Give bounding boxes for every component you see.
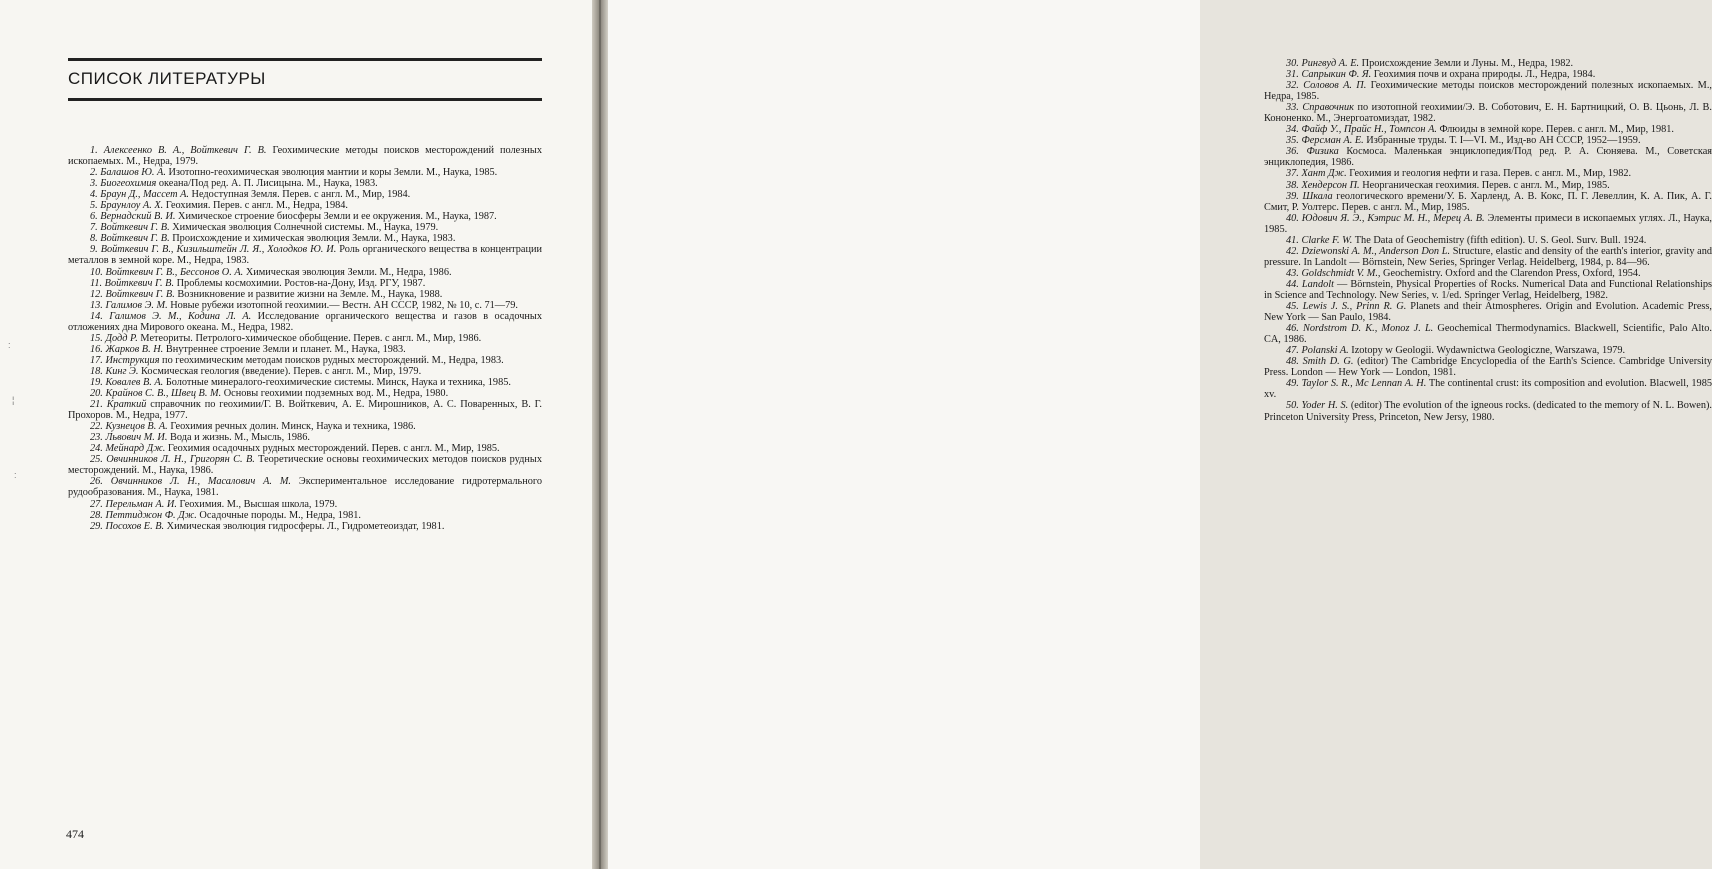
entry-author: 44. Landolt — [1286, 278, 1334, 290]
entry-author: 2. Балашов Ю. А. — [90, 167, 166, 179]
entry-text: по изотопной геохимии/Э. В. Соботович, Е. Н. Бартницкий, О. В. Цьонь, Л. В. Кононенко. М., Энергоатомиздат, 1982. — [1264, 102, 1712, 125]
bibliography-entry — [68, 388, 542, 399]
page-title: СПИСОК ЛИТЕРАТУРЫ — [68, 69, 266, 88]
bibliography-entry — [1264, 235, 1712, 246]
bibliography-entry — [68, 443, 542, 454]
bibliography-entry — [1264, 124, 1712, 135]
entry-author: 18. Кинг Э. — [90, 365, 139, 377]
bibliography-entry — [1264, 356, 1712, 378]
bibliography-entry — [68, 200, 542, 211]
entry-author: 1. Алексеенко В. А., Войткевич Г. В. — [90, 145, 267, 156]
entry-author: 14. Галимов Э. М., Кодина Л. А. — [90, 310, 252, 322]
entry-text: Проблемы космохимии. Ростов-на-Дону, Изд. РГУ, 1987. — [174, 277, 426, 289]
top-rule — [68, 58, 542, 61]
bibliography-right-column — [1264, 58, 1712, 423]
bibliography-entry — [68, 289, 542, 300]
entry-text: (editor) The evolution of the igneous rocks. (dedicated to the memory of N. L. Bowen). Princeton University Press, Princeton, New Jersy, 1980. — [1264, 400, 1712, 423]
entry-text: Осадочные породы. М., Недра, 1981. — [196, 509, 361, 521]
entry-author: 46. Nordstrom D. K., Monoz J. L. — [1286, 323, 1434, 335]
bibliography-entry — [68, 267, 542, 278]
entry-author: 38. Хендерсон П. — [1286, 179, 1360, 191]
entry-text: Геохимия речных долин. Минск, Наука и техника, 1986. — [167, 421, 416, 433]
bibliography-entry — [1264, 102, 1712, 124]
bibliography-entry — [68, 399, 542, 421]
entry-author: 13. Галимов Э. М. — [90, 299, 168, 311]
bibliography-entry — [68, 476, 542, 498]
bibliography-entry — [68, 222, 542, 233]
entry-author: 19. Ковалев В. А. — [90, 376, 164, 388]
entry-text: The Data of Geochemistry (fifth edition). U. S. Geol. Surv. Bull. 1924. — [1352, 234, 1647, 246]
entry-text: Основы геохимии подземных вод. М., Недра, 1980. — [221, 388, 449, 400]
entry-text: Возникновение и развитие жизни на Земле. М., Наука, 1988. — [174, 288, 443, 300]
bibliography-entry — [68, 377, 542, 388]
bibliography-entry — [68, 244, 542, 266]
entry-text: Вода и жизнь. М., Мысль, 1986. — [167, 432, 310, 444]
entry-text: Structure, elastic and density of the earth's interior, gravity and pressure. In Landolt — Börnstein, New Series, Springer Verlag. Heidelberg, 1984, p. 84—96. — [1264, 245, 1712, 268]
bibliography-entry — [1264, 400, 1712, 422]
entry-text: Геохимия осадочных рудных месторождений. Перев. с англ. М., Мир, 1985. — [165, 443, 500, 455]
entry-text: Геохимические методы поисков месторождений полезных ископаемых. М., Недра, 1979. — [68, 145, 542, 168]
entry-author: 41. Clarke F. W. — [1286, 234, 1353, 246]
bibliography-entry — [1264, 168, 1712, 179]
entry-text: справочник по геохимии/Г. В. Войткевич, А. Е. Мирошников, А. С. Поваренных, В. Г. Прохоров. М., Недра, 1977. — [68, 399, 542, 422]
entry-text: Элементы примеси в ископаемых углях. Л., Наука, 1985. — [1264, 212, 1712, 235]
entry-author: 7. Войткевич Г. В. — [90, 222, 170, 234]
entry-author: 3. Биогеохимия — [90, 178, 157, 190]
bibliography-entry — [1264, 69, 1712, 80]
entry-author: 47. Polanski A. — [1286, 345, 1349, 357]
entry-text: Planets and their Atmospheres. Origin and Evolution. Academic Press, New York — San Paulo, 1984. — [1264, 301, 1712, 324]
entry-text: Химическая эволюция гидросферы. Л., Гидрометеоиздат, 1981. — [164, 520, 445, 532]
entry-text: Внутреннее строение Земли и планет. М., Наука, 1983. — [163, 343, 406, 355]
bibliography-entry — [68, 333, 542, 344]
edge-mark: : — [14, 470, 17, 480]
entry-author: 30. Рингвуд А. Е. — [1286, 58, 1360, 69]
entry-text: Космоса. Маленькая энциклопедия/Под ред. Р. А. Сюняева. М., Советская энциклопедия, 1986. — [1264, 146, 1712, 169]
entry-text: Химическая эволюция Земли. М., Недра, 1986. — [243, 266, 452, 278]
bibliography-entry — [1264, 279, 1712, 301]
entry-author: 48. Smith D. G. — [1286, 356, 1354, 368]
bibliography-entry — [1264, 268, 1712, 279]
entry-author: 4. Браун Д., Массет А. — [90, 189, 189, 201]
left-page — [0, 0, 600, 869]
bibliography-entry — [1264, 146, 1712, 168]
entry-author: 22. Кузнецов В. А. — [90, 421, 168, 433]
entry-text: Избранные труды. Т. I—VI. М., Изд-во АН СССР, 1952—1959. — [1363, 135, 1641, 147]
bibliography-entry — [68, 233, 542, 244]
bibliography-entry — [68, 278, 542, 289]
bibliography-entry — [1264, 80, 1712, 102]
entry-author: 25. Овчинников Л. Н., Григорян С. В. — [90, 454, 255, 466]
entry-author: 11. Войткевич Г. В. — [90, 277, 175, 289]
entry-author: 21. Краткий — [90, 399, 147, 411]
entry-author: 31. Сапрыкин Ф. Я. — [1286, 69, 1372, 81]
entry-text: Izotopy w Geologii. Wydawnictwa Geologiczne, Warszawa, 1979. — [1348, 345, 1626, 357]
bibliography-entry — [1264, 345, 1712, 356]
entry-author: 42. Dziewonski A. M., Anderson Don L. — [1286, 245, 1451, 257]
entry-text: Новые рубежи изотопной геохимии.— Вестн. АН СССР, 1982, № 10, с. 71—79. — [167, 299, 518, 311]
bibliography-entry — [68, 421, 542, 432]
entry-text: Флюиды в земной коре. Перев. с англ. М., Мир, 1981. — [1436, 124, 1674, 136]
entry-text: Геохимия почв и охрана природы. Л., Недра, 1984. — [1371, 69, 1596, 81]
bibliography-entry — [68, 145, 542, 167]
right-page — [600, 0, 1712, 869]
entry-text: геологического времени/У. Б. Харленд, А. В. Кокс, П. Г. Левеллин, К. А. Пик, А. Г. Смит, Р. Уолтерс. Перев. с англ. М., Мир, 1985. — [1264, 190, 1712, 213]
entry-author: 26. Овчинников Л. Н., Масалович А. М. — [90, 476, 292, 488]
bibliography-left-column — [68, 145, 542, 532]
entry-text: Химическое строение биосферы Земли и ее окружения. М., Наука, 1987. — [175, 211, 497, 223]
entry-text: Геохимия и геология нефти и газа. Перев. с англ. М., Мир, 1982. — [1346, 168, 1632, 180]
bibliography-entry — [1264, 191, 1712, 213]
entry-author: 32. Соловов А. П. — [1286, 80, 1367, 92]
entry-author: 29. Посохов Е. В. — [90, 520, 165, 532]
entry-author: 17. Инструкция — [90, 354, 160, 366]
entry-author: 23. Львович М. И. — [90, 432, 168, 444]
bibliography-entry — [1264, 180, 1712, 191]
book-gutter — [592, 0, 608, 869]
bibliography-entry — [68, 521, 542, 532]
entry-author: 33. Справочник — [1286, 102, 1354, 114]
entry-author: 27. Перельман А. И. — [90, 498, 177, 510]
entry-author: 16. Жарков В. Н. — [90, 343, 164, 355]
entry-author: 20. Крайнов С. В., Швец В. М. — [90, 388, 222, 400]
bibliography-entry — [68, 499, 542, 510]
entry-author: 43. Goldschmidt V. M., — [1286, 267, 1381, 279]
entry-author: 45. Lewis J. S., Prinn R. G. — [1286, 301, 1407, 313]
entry-text: Космическая геология (введение). Перев. с англ. М., Мир, 1979. — [138, 365, 422, 377]
bibliography-entry — [1264, 301, 1712, 323]
entry-text: Недоступная Земля. Перев. с англ. М., Мир, 1984. — [188, 189, 411, 201]
entry-text: по геохимическим методам поисков рудных месторождений. М., Недра, 1983. — [159, 354, 504, 366]
edge-mark: ¦ — [12, 395, 15, 405]
bibliography-entry — [1264, 135, 1712, 146]
entry-author: 8. Войткевич Г. В. — [90, 233, 170, 245]
bibliography-entry — [1264, 58, 1712, 69]
bibliography-entry — [68, 355, 542, 366]
entry-text: Химическая эволюция Солнечной системы. М., Наука, 1979. — [169, 222, 439, 234]
entry-author: 50. Yoder H. S. — [1286, 400, 1349, 412]
edge-mark: : — [8, 340, 11, 350]
entry-text: океана/Под ред. А. П. Лисицына. М., Наука, 1983. — [156, 178, 378, 190]
bibliography-entry — [68, 167, 542, 178]
bibliography-entry — [68, 344, 542, 355]
entry-text: Роль органического вещества в концентрации металлов в земной коре. М., Недра, 1983. — [68, 244, 542, 267]
bibliography-entry — [68, 366, 542, 377]
bibliography-entry — [68, 510, 542, 521]
entry-author: 15. Додд Р. — [90, 332, 138, 344]
entry-text: Геохимия. М., Высшая школа, 1979. — [176, 498, 338, 510]
entry-author: 34. Файф У., Прайс Н., Томпсон А. — [1286, 124, 1437, 136]
bibliography-entry — [68, 300, 542, 311]
entry-author: 36. Физика — [1286, 146, 1339, 158]
entry-text: The continental crust: its composition and evolution. Blacwell, 1985 xv. — [1264, 378, 1712, 401]
entry-text: (editor) The Cambridge Encyclopedia of the Earth's Science. Cambridge University Press. London — Hew York — London, 1981. — [1264, 356, 1712, 379]
entry-text: — Börnstein, Physical Properties of Rocks. Numerical Data and Functional Relationships in Science and Technology. New Series, v. 1/ed. Springer Verlag, Heidelberg, 1982. — [1264, 278, 1712, 301]
bibliography-entry — [68, 211, 542, 222]
bibliography-entry — [1264, 378, 1712, 400]
entry-text: Болотные минералого-геохимические системы. Минск, Наука и техника, 1985. — [163, 376, 511, 388]
entry-text: Метеориты. Петролого-химическое обобщение. Перев. с англ. М., Мир, 1986. — [137, 332, 482, 344]
bibliography-entry — [68, 432, 542, 443]
entry-author: 9. Войткевич Г. В., Кизильштейн Л. Я., Холодков Ю. И. — [90, 244, 337, 256]
bibliography-entry — [68, 189, 542, 200]
entry-author: 10. Войткевич Г. В., Бессонов О. А. — [90, 266, 244, 278]
entry-author: 5. Браунлоу А. Х. — [90, 200, 164, 212]
bibliography-entry — [68, 178, 542, 189]
entry-author: 12. Войткевич Г. В. — [90, 288, 175, 300]
entry-text: Geochemical Thermodynamics. Blackwell, Scientific, Palo Alto. CA, 1986. — [1264, 323, 1712, 346]
entry-author: 40. Юдович Я. Э., Кэтрис М. Н., Мерец А. В. — [1286, 212, 1485, 224]
entry-author: 39. Шкала — [1286, 190, 1333, 202]
entry-text: Исследование органического вещества и газов в осадочных отложениях дна Мирового океана. М., Недра, 1982. — [68, 310, 543, 333]
bibliography-entry — [68, 311, 542, 333]
page-number: 474 — [66, 827, 84, 841]
bibliography-entry — [1264, 246, 1712, 268]
entry-author: 28. Петтиджон Ф. Дж. — [90, 509, 197, 521]
entry-text: Неорганическая геохимия. Перев. с англ. М., Мир, 1985. — [1359, 179, 1610, 191]
entry-text: Происхождение и химическая эволюция Земли. М., Наука, 1983. — [169, 233, 456, 245]
entry-author: 49. Taylor S. R., Mc Lennan A. H. — [1286, 378, 1427, 390]
entry-text: Теоретические основы геохимических методов поисков рудных месторождений. М., Наука, 1986. — [68, 454, 542, 477]
entry-text: Экспериментальное исследование гидротермального рудообразования. М., Наука, 1981. — [68, 476, 542, 499]
bibliography-entry — [68, 454, 542, 476]
bibliography-entry — [1264, 213, 1712, 235]
bibliography-entry — [1264, 323, 1712, 345]
entry-author: 35. Ферсман А. Е. — [1286, 135, 1364, 147]
entry-text: Изотопно-геохимическая эволюция мантии и коры Земли. М., Наука, 1985. — [165, 167, 498, 179]
entry-text: Происхождение Земли и Луны. М., Недра, 1982. — [1359, 58, 1574, 69]
entry-author: 6. Вернадский В. И. — [90, 211, 176, 223]
entry-author: 37. Хант Дж. — [1286, 168, 1347, 180]
entry-text: Geochemistry. Oxford and the Clarendon Press, Oxford, 1954. — [1380, 267, 1641, 279]
entry-text: Геохимия. Перев. с англ. М., Недра, 1984. — [163, 200, 348, 212]
entry-author: 24. Мейнард Дж. — [90, 443, 166, 455]
entry-text: Геохимические методы поисков месторождений полезных ископаемых. М., Недра, 1985. — [1264, 80, 1712, 103]
title-rule — [68, 98, 542, 101]
